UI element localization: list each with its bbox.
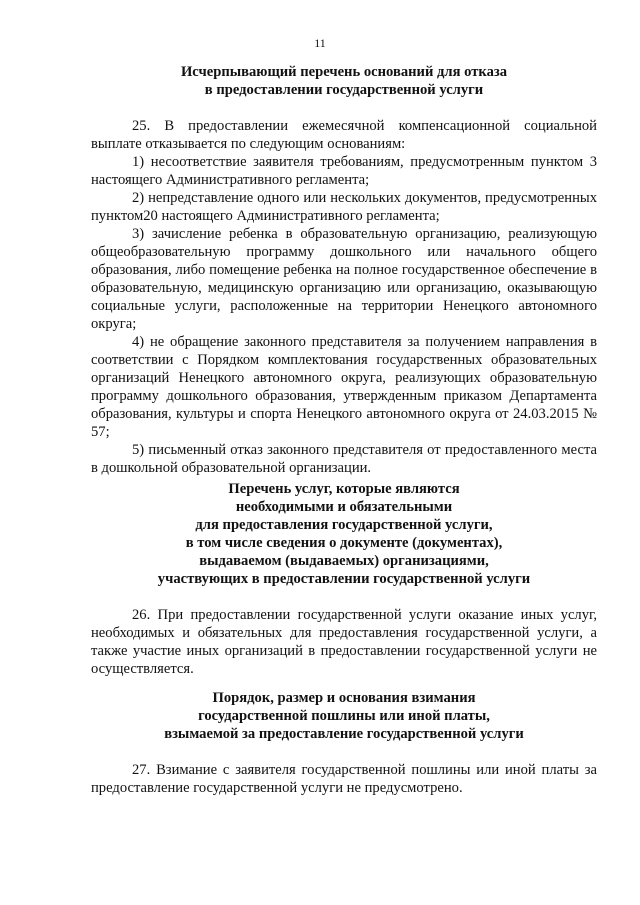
section-heading <box>91 480 597 588</box>
heading-line: участвующих в предоставлении государственной услуги <box>157 571 531 587</box>
list-item-2: 2) непредставление одного или нескольких документов, предусмотренных пунктом20 настоящего Административного регламента; <box>91 190 597 224</box>
list-item-4: 4) не обращение законного представителя за получением направления в соответствии с Порядком комплектования государственных образовательных организаций Ненецкого автономного округа, реализующих образовательную программу дошкольного образования, утвержденным приказом Департамента образования, культуры и спорта Ненецкого автономного округа от 24.03.2015 № 57; <box>91 334 597 440</box>
heading-line: Порядок, размер и основания взимания <box>212 690 476 706</box>
heading-line: для предоставления государственной услуги, <box>195 517 493 533</box>
heading-line: необходимыми и обязательными <box>235 499 453 515</box>
section-refusal-grounds <box>91 63 597 477</box>
heading-line: государственной пошлины или иной платы, <box>198 708 490 724</box>
section-heading <box>91 63 597 99</box>
paragraph-26: 26. При предоставлении государственной услуги оказание иных услуг, необходимых и обязательных для предоставления государственной услуги, а также участие иных организаций в предоставлении государственной услуги не осуществляется. <box>91 607 597 677</box>
list-item-1: 1) несоответствие заявителя требованиям, предусмотренным пунктом 3 настоящего Административного регламента; <box>91 154 597 188</box>
list-item-3: 3) зачисление ребенка в образовательную организацию, реализующую общеобразовательную программу дошкольного или начального общего образования, либо помещение ребенка на полное государственное обеспечение в образовательную, медицинскую организацию или организацию, оказывающую социальные услуги, расположенные на территории Ненецкого автономного округа; <box>91 226 597 332</box>
heading-line: взымаемой за предоставление государственной услуги <box>164 726 524 742</box>
heading-line: в предоставлении государственной услуги <box>204 82 484 98</box>
heading-line: выдаваемом (выдаваемых) организациями, <box>199 553 489 569</box>
section-required-services <box>91 480 597 678</box>
paragraph-27: 27. Взимание с заявителя государственной пошлины или иной платы за предоставление государственной услуги не предусмотрено. <box>91 762 597 796</box>
page-number: 11 <box>314 36 326 50</box>
list-item-5: 5) письменный отказ законного представителя от предоставленного места в дошкольной образовательной организации. <box>91 442 597 476</box>
heading-line: Исчерпывающий перечень оснований для отказа <box>180 64 508 80</box>
section-state-fee <box>91 689 597 797</box>
heading-line: Перечень услуг, которые являются <box>228 481 460 497</box>
section-heading <box>91 689 597 743</box>
paragraph-25: 25. В предоставлении ежемесячной компенсационной социальной выплате отказывается по следующим основаниям: <box>91 118 597 152</box>
heading-line: в том числе сведения о документе (документах), <box>185 535 503 551</box>
